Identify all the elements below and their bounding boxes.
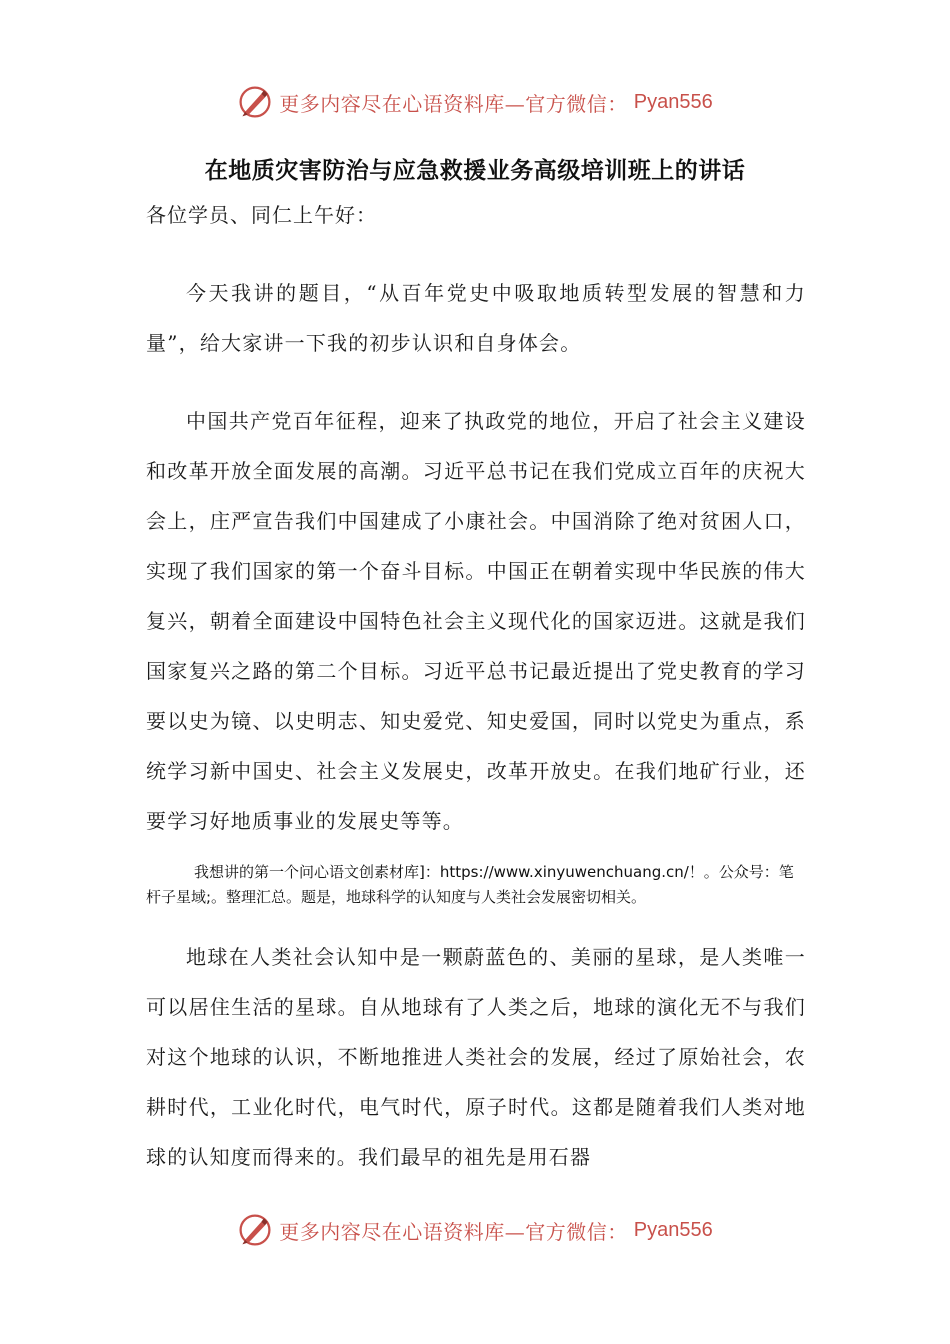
document-body [146,190,806,1182]
inserted-note: 我想讲的第一个问心语文创素材库]：https://www.xinyuwenchuang.cn/！。公众号：笔杆子星域;。整理汇总。题是，地球科学的认知度与人类社会发展密切相关。 [146,863,794,906]
salutation: 各位学员、同仁上午好： [146,203,377,227]
watermark-wechat-id: Pyan556 [633,90,713,113]
watermark-banner-top [0,82,950,122]
watermark-text: 更多内容尽在心语资料库—官方微信： [279,1219,628,1244]
pen-logo-icon [237,84,273,120]
watermark-wechat-id: Pyan556 [633,1218,713,1241]
paragraph-2: 中国共产党百年征程，迎来了执政党的地位，开启了社会主义建设和改革开放全面发展的高潮。习近平总书记在我们党成立百年的庆祝大会上，庄严宣告我们中国建成了小康社会。中国消除了绝对贫困人口，实现了我们国家的第一个奋斗目标。中国正在朝着实现中华民族的伟大复兴，朝着全面建设中国特色社会主义现代化的国家迈进。这就是我们国家复兴之路的第二个目标。习近平总书记最近提出了党史教育的学习要以史为镜、以史明志、知史爱党、知史爱国，同时以党史为重点，系统学习新中国史、社会主义发展史，改革开放史。在我们地矿行业，还要学习好地质事业的发展史等等。 [146,409,806,833]
watermark-banner-bottom [0,1210,950,1250]
pen-logo-icon [237,1212,273,1248]
paragraph-3: 地球在人类社会认知中是一颗蔚蓝色的、美丽的星球，是人类唯一可以居住生活的星球。自从地球有了人类之后，地球的演化无不与我们对这个地球的认识，不断地推进人类社会的发展，经过了原始社会，农耕时代，工业化时代，电气时代，原子时代。这都是随着我们人类对地球的认知度而得来的。我们最早的祖先是用石器 [146,945,806,1169]
watermark-text: 更多内容尽在心语资料库—官方微信： [279,91,628,116]
document-title: 在地质灾害防治与应急救援业务高级培训班上的讲话 [204,158,746,184]
paragraph-1: 今天我讲的题目，“从百年党史中吸取地质转型发展的智慧和力量”，给大家讲一下我的初步认识和自身体会。 [146,281,806,355]
